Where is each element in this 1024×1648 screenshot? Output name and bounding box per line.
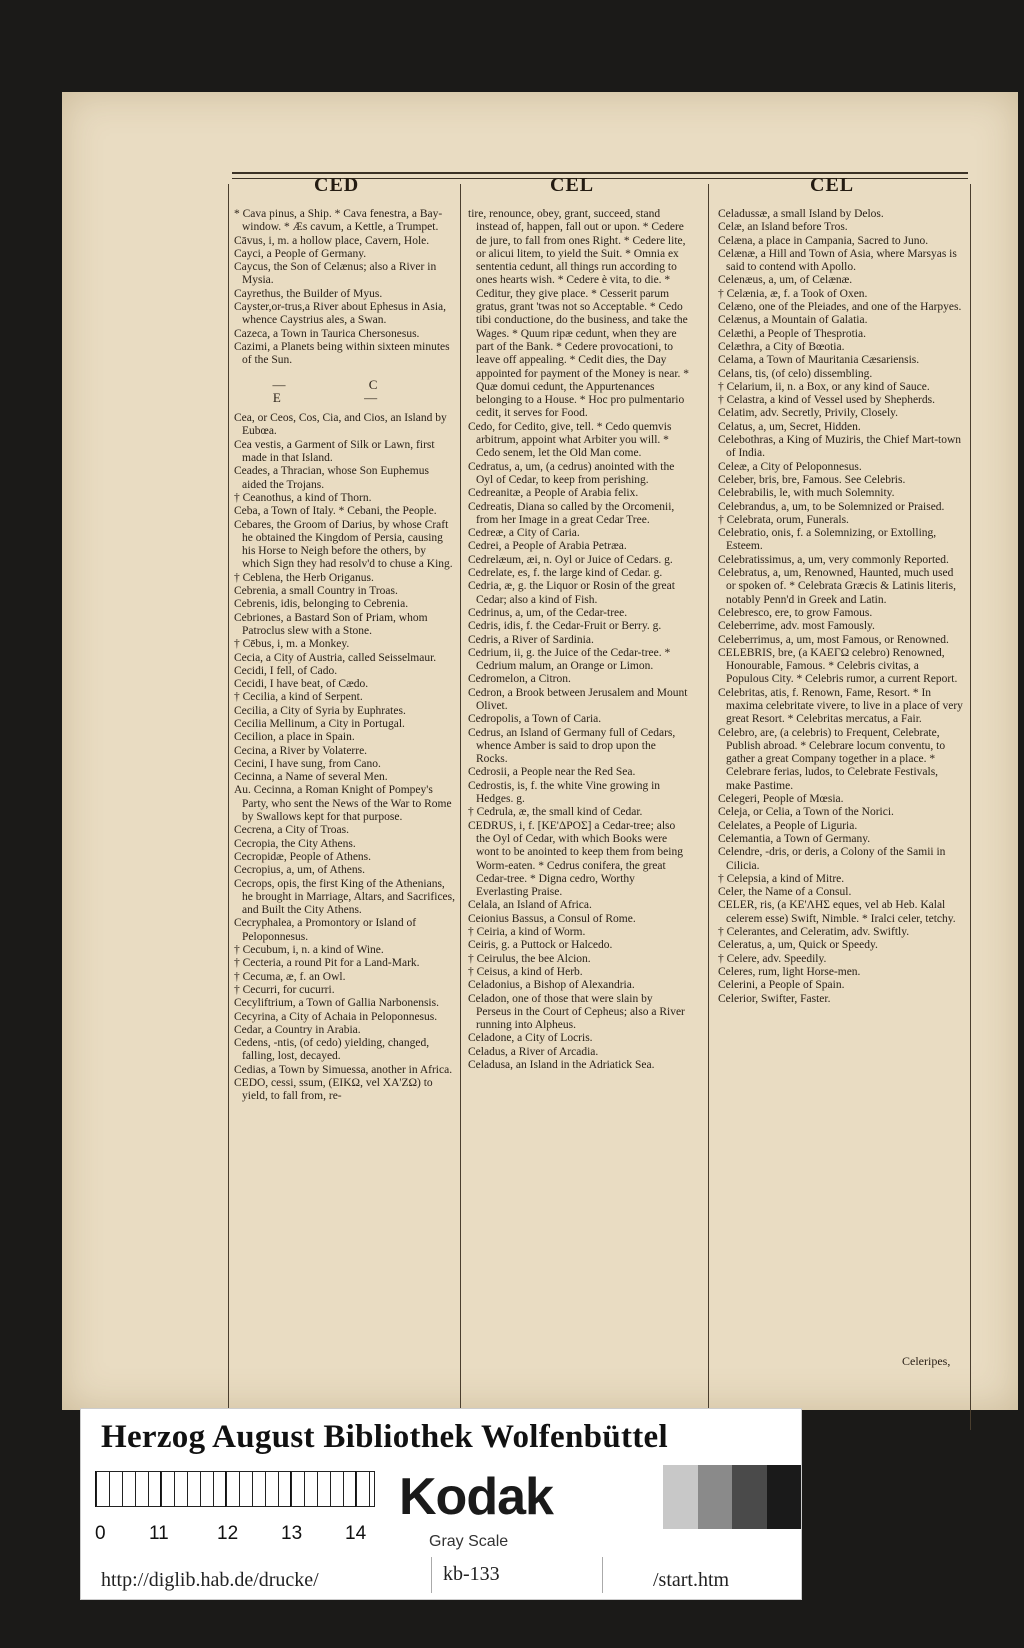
dictionary-entry: Celadusa, an Island in the Adriatick Sea. xyxy=(468,1059,655,1071)
header-col2: CEL xyxy=(550,174,595,196)
url-prefix: http://diglib.hab.de/drucke/ xyxy=(101,1569,319,1591)
dictionary-entry: Cecropius, a, um, of Athens. xyxy=(234,864,365,877)
dictionary-entry: Cedias, a Town by Simuessa, another in Africa. xyxy=(234,1063,453,1076)
ruler-major-tick xyxy=(95,1471,96,1507)
dictionary-entry: Cedrostis, is, f. the white Vine growing in Hedges. g. xyxy=(468,779,661,806)
scale-number: 12 xyxy=(217,1523,239,1544)
dictionary-entry: Celæthi, a People of Thesprotia. xyxy=(718,327,866,340)
dictionary-entry: Au. Cecinna, a Roman Knight of Pompey's Party, who sent the News of the War to Rome by Swallows kept for that purpose. xyxy=(234,784,452,824)
dictionary-entry: Cecilion, a place in Spain. xyxy=(234,731,355,744)
dictionary-entry: * Cava pinus, a Ship. * Cava fenestra, a Bay-window. * Æs cavum, a Kettle, a Trumpet. xyxy=(234,208,443,234)
dictionary-entry: † Celarium, ii, n. a Box, or any kind of Sauce. xyxy=(718,380,930,393)
gray-patches xyxy=(629,1465,801,1529)
dictionary-entry: tire, renounce, obey, grant, succeed, stand instead of, happen, fall out or upon. * Cedere de jure, to fall from ones Right. * Cedere lite, or alicui litem, to yield the Suit. * Omnia ex sententia cedunt, all things run according to ones hearts wish. * Cedere è vita, to die. * Ceditur, they give place. * Cesserit parum gratus, grant 'twas not so Acceptable. * Cedo tibi conductione, do the business, and take the Wages. * Quum ripæ cedunt, when they are part of the Bank. * Cedere provocationi, to leave off appealing. * Cedit dies, the Day appointed for payment of the Money is near. * Quæ domui cedunt, the Appurtenances belonging to a House. * Hoc pro pulmentario cedit, it serves for Food. xyxy=(468,208,690,420)
dictionary-entry: Ceades, a Thracian, whose Son Euphemus aided the Trojans. xyxy=(234,465,429,491)
dictionary-entry: Celæno, one of the Pleiades, and one of the Harpyes. xyxy=(718,301,962,314)
dictionary-column-1 xyxy=(234,208,456,1348)
dictionary-entry: Cecryphalea, a Promontory or Island of Peloponnesus. xyxy=(234,917,417,943)
dictionary-entry: Cayci, a People of Germany. xyxy=(234,247,367,260)
book-page xyxy=(62,92,1018,1410)
column-headers xyxy=(232,174,968,204)
dictionary-entry: † Celastra, a kind of Vessel used by Shepherds. xyxy=(718,394,935,407)
ruler-major-tick xyxy=(290,1471,291,1507)
ruler-major-tick xyxy=(225,1471,226,1507)
dictionary-entry: Cedropolis, a Town of Caria. xyxy=(468,713,602,726)
dictionary-entry: Celebrabilis, le, with much Solemnity. xyxy=(718,487,895,500)
dictionary-entry: Celæna, a place in Campania, Sacred to Juno. xyxy=(718,234,929,247)
dictionary-entry: Celebratissimus, a, um, very commonly Reported. xyxy=(718,553,949,566)
dictionary-entry: Celadus, a River of Arcadia. xyxy=(468,1045,599,1058)
gray-patch xyxy=(698,1465,732,1529)
header-col1: CED xyxy=(314,174,360,196)
dictionary-entry: Cedrus, an Island of Germany full of Cedars, whence Amber is said to drop upon the Rocks. xyxy=(468,726,676,766)
dictionary-entry: Cedrium, ii, g. the Juice of the Cedar-tree. * Cedrium malum, an Orange or Limon. xyxy=(468,646,671,673)
dictionary-entry: Cecyrina, a City of Achaia in Peloponnesus. xyxy=(234,1010,438,1023)
gray-patch xyxy=(767,1465,801,1529)
dictionary-entry: Cecropia, the City Athens. xyxy=(234,837,356,850)
dictionary-entry: Celeratus, a, um, Quick or Speedy. xyxy=(718,939,878,952)
dictionary-entry: † Cecurri, for cucurri. xyxy=(234,983,335,996)
dictionary-entry: Cecina, a River by Volaterre. xyxy=(234,744,368,757)
scale-number: 13 xyxy=(281,1523,303,1544)
dictionary-entry: † Celere, adv. Speedily. xyxy=(718,952,827,965)
dictionary-entry: † Cecilia, a kind of Serpent. xyxy=(234,691,363,704)
dictionary-entry: † Ceiria, a kind of Worm. xyxy=(468,926,586,939)
dictionary-entry: Cāvus, i, m. a hollow place, Cavern, Hole. xyxy=(234,234,430,247)
dictionary-entry: Cecinna, a Name of several Men. xyxy=(234,771,388,784)
dictionary-entry: Celebratio, onis, f. a Solemnizing, or Extolling, Esteem. xyxy=(718,527,937,553)
dictionary-entry: Cedreæ, a City of Caria. xyxy=(468,527,580,540)
dictionary-entry: Celæthra, a City of Bœotia. xyxy=(718,340,845,353)
dictionary-entry: Celeber, bris, bre, Famous. See Celebris. xyxy=(718,473,906,486)
dictionary-entry: Cayster,or-trus,a River about Ephesus in Asia, whence Caystrius ales, a Swan. xyxy=(234,301,447,327)
dictionary-entry: † Cēbus, i, m. a Monkey. xyxy=(234,638,350,651)
dictionary-column-3 xyxy=(718,208,964,1348)
dictionary-entry: Celenæus, a, um, of Celænæ. xyxy=(718,274,853,287)
dictionary-entry: † Ceirulus, the bee Alcion. xyxy=(468,952,591,965)
dictionary-entry: Cedria, æ, g. the Liquor or Rosin of the great Cedar; also a kind of Fish. xyxy=(468,580,675,606)
column-divider xyxy=(460,184,461,1430)
dictionary-entry: Celebratus, a, um, Renowned, Haunted, much used or spoken of. * Celebrata Græcis & Latinis literis, notably Penn'd in Greek and Latin. xyxy=(718,567,956,606)
dictionary-entry: † Cecuma, æ, f. an Owl. xyxy=(234,970,346,983)
dictionary-entry: Cedreatis, Diana so called by the Orcomenii, from her Image in a great Cedar Tree. xyxy=(468,500,675,526)
dictionary-entry: Cea vestis, a Garment of Silk or Lawn, first made in that Island. xyxy=(234,438,435,465)
dictionary-entry: Celerior, Swifter, Faster. xyxy=(718,992,831,1005)
kodak-logo: Kodak xyxy=(399,1468,553,1526)
dictionary-entry: Cedens, -ntis, (of cedo) yielding, changed, falling, lost, decayed. xyxy=(234,1037,430,1063)
dictionary-entry: † Celænia, æ, f. a Took of Oxen. xyxy=(718,287,868,300)
dictionary-entry: Ceba, a Town of Italy. * Cebani, the People. xyxy=(234,505,437,518)
dictionary-entry: Celala, an Island of Africa. xyxy=(468,899,592,912)
dictionary-entry: Celebritas, atis, f. Renown, Fame, Resort. * In maxima celebritate vivere, to live in a place of very great Resort. * Celebritas mercatus, a Fair. xyxy=(718,686,963,726)
dictionary-entry: Celemantia, a Town of Germany. xyxy=(718,832,871,845)
dictionary-entry: Cedrelæum, æi, n. Oyl or Juice of Cedars. g. xyxy=(468,553,673,566)
dictionary-entry: Cedar, a Country in Arabia. xyxy=(234,1023,361,1036)
dictionary-entry: Celadussæ, a small Island by Delos. xyxy=(718,208,884,220)
dictionary-entry: Celelates, a People of Liguria. xyxy=(718,819,858,832)
scale-number: 0 xyxy=(95,1523,106,1544)
dictionary-entry: Cecini, I have sung, from Cano. xyxy=(234,757,381,770)
column-divider xyxy=(708,184,709,1430)
dictionary-entry: Cedratus, a, um, (a cedrus) anointed with the Oyl of Cedar, to keep from perishing. xyxy=(468,460,675,486)
dictionary-entry: † Celepsia, a kind of Mitre. xyxy=(718,872,845,885)
dictionary-entry: Cedris, a River of Sardinia. xyxy=(468,633,594,646)
dictionary-entry: Celæ, an Island before Tros. xyxy=(718,221,848,234)
dictionary-entry: Celans, tis, (of celo) dissembling. xyxy=(718,367,873,380)
dictionary-entry: Celeres, rum, light Horse-men. xyxy=(718,965,861,978)
dictionary-entry: Celebrandus, a, um, to be Solemnized or Praised. xyxy=(718,500,945,513)
scale-numbers xyxy=(95,1523,395,1547)
dictionary-entry: Cecidi, I have beat, of Cædo. xyxy=(234,678,369,691)
dictionary-entry: Celebro, are, (a celebris) to Frequent, Celebrate, Publish abroad. * Celebrare locum conventu, to gather a great Company together in a place. * Celebrare ferias, ludos, to Celebrate Festivals, make Pastime. xyxy=(718,726,946,792)
dictionary-entry: CELER, ris, (a KE'ΛΗΣ eques, vel ab Heb. Kalal celerem esse) Swift, Nimble. * Iralci celer, tetchy. xyxy=(718,899,956,925)
dictionary-entry: Cecidi, I fell, of Cado. xyxy=(234,664,338,677)
scale-number: 11 xyxy=(149,1523,169,1544)
library-name: Herzog August Bibliothek Wolfenbüttel xyxy=(101,1419,668,1455)
dictionary-entry: Celænæ, a Hill and Town of Asia, where Marsyas is said to contend with Apollo. xyxy=(718,247,957,274)
column-divider xyxy=(228,184,229,1430)
dictionary-entry: Cebares, the Groom of Darius, by whose Craft he obtained the Kingdom of Persia, causing his Horse to Neigh before the others, by which Sign they had resolv'd to chuse a King. xyxy=(234,518,453,571)
dictionary-entry: Celer, the Name of a Consul. xyxy=(718,886,852,899)
dictionary-entry: Celeja, or Celia, a Town of the Norici. xyxy=(718,806,894,819)
dictionary-entry: † Celebrata, orum, Funerals. xyxy=(718,513,849,526)
dictionary-entry: Ceiris, g. a Puttock or Halcedo. xyxy=(468,939,613,952)
dictionary-entry: Celeæ, a City of Peloponnesus. xyxy=(718,460,862,473)
dictionary-entry: Celama, a Town of Mauritania Cæsariensis. xyxy=(718,354,920,367)
dictionary-entry: Celatim, adv. Secretly, Privily, Closely. xyxy=(718,407,899,420)
scale-number: 14 xyxy=(345,1523,367,1544)
dictionary-entry: Cedrei, a People of Arabia Petræa. xyxy=(468,540,627,553)
dictionary-entry: — C E — xyxy=(272,376,418,405)
ruler-ticks xyxy=(95,1471,375,1507)
dictionary-entry: Celatus, a, um, Secret, Hidden. xyxy=(718,420,861,433)
dictionary-entry: Celerini, a People of Spain. xyxy=(718,979,845,992)
dictionary-entry: CELEBRIS, bre, (a KAEΓΩ celebro) Renowned, Honourable, Famous. * Celebris civitas, a Populous City. * Celebris rumor, a current Report. xyxy=(718,646,958,686)
dictionary-entry: Cecilia, a City of Syria by Euphrates. xyxy=(234,704,406,717)
dictionary-entry: Cedromelon, a Citron. xyxy=(468,673,571,686)
dictionary-entry: Celadonius, a Bishop of Alexandria. xyxy=(468,979,635,992)
dictionary-entry: Cayrethus, the Builder of Myus. xyxy=(234,287,383,300)
url-suffix: /start.htm xyxy=(653,1569,730,1591)
dictionary-entry: Cedo, for Cedito, give, tell. * Cedo quemvis arbitrum, appoint what Arbiter you will. * Cedo senem, let the Old Man come. xyxy=(468,420,672,460)
dictionary-entry: Cazeca, a Town in Taurica Chersonesus. xyxy=(234,327,420,340)
dictionary-entry: Cecia, a City of Austria, called Seisselmaur. xyxy=(234,651,437,664)
dictionary-entry: Cebrenis, idis, belonging to Cebrenia. xyxy=(234,598,409,611)
dictionary-entry: † Cecteria, a round Pit for a Land-Mark. xyxy=(234,957,420,970)
gray-patch xyxy=(663,1465,697,1529)
dictionary-entry: Cedreanitæ, a People of Arabia felix. xyxy=(468,487,639,500)
dictionary-entry: Cedrelate, es, f. the large kind of Cedar. g. xyxy=(468,567,663,580)
dictionary-entry: Cazimi, a Planets being within sixteen minutes of the Sun. xyxy=(234,340,450,367)
dictionary-entry: Celadone, a City of Locris. xyxy=(468,1032,593,1045)
ruler-major-tick xyxy=(160,1471,161,1507)
dictionary-entry: Celendre, -dris, or deris, a Colony of the Samii in Cilicia. xyxy=(718,846,946,872)
dictionary-entry: Cecrena, a City of Troas. xyxy=(234,824,349,837)
catchword: Celeripes, xyxy=(902,1354,951,1368)
dictionary-entry: Cedrosii, a People near the Red Sea. xyxy=(468,766,636,779)
scale-ruler xyxy=(95,1471,375,1515)
gray-scale-label: Gray Scale xyxy=(429,1533,509,1550)
dictionary-entry: Celeberrime, adv. most Famously. xyxy=(718,620,875,633)
header-col3: CEL xyxy=(810,174,855,196)
dictionary-entry: Cedron, a Brook between Jerusalem and Mount Olivet. xyxy=(468,686,688,712)
dictionary-entry: Cecrops, opis, the first King of the Athenians, he brought in Marriage, Altars, and Sacrifices, and Built the City Athens. xyxy=(234,877,456,917)
dictionary-entry: Cecropidæ, People of Athens. xyxy=(234,850,372,863)
dictionary-entry: Celadon, one of those that were slain by Perseus in the Court of Cepheus; also a River running into Alpheus. xyxy=(468,992,685,1032)
dictionary-entry: † Ceblena, the Herb Origanus. xyxy=(234,571,374,584)
dictionary-entry: † Celerantes, and Celeratim, adv. Swiftly. xyxy=(718,926,910,939)
dictionary-entry: Celebresco, ere, to grow Famous. xyxy=(718,606,873,619)
dictionary-entry: Cedris, idis, f. the Cedar-Fruit or Berry. g. xyxy=(468,620,662,633)
dictionary-entry: Caycus, the Son of Celænus; also a River in Mysia. xyxy=(234,261,437,287)
dictionary-entry: Cea, or Ceos, Cos, Cia, and Cios, an Island by Eubœa. xyxy=(234,412,447,438)
ruler-major-tick xyxy=(355,1471,356,1507)
dictionary-entry: CEDRUS, i, f. [KE'ΔPOΣ] a Cedar-tree; also the Oyl of Cedar, with which Books were wont to be anointed to keep them from being Worm-eaten. * Cedrus conifera, the great Cedar-tree. * Digna cedro, Worthy Everlasting Praise. xyxy=(468,819,683,899)
gray-patch xyxy=(732,1465,766,1529)
dictionary-entry: Ceionius Bassus, a Consul of Rome. xyxy=(468,912,636,925)
dictionary-entry: † Cecubum, i, n. a kind of Wine. xyxy=(234,944,384,957)
column-divider xyxy=(970,184,971,1430)
shelf-code: kb-133 xyxy=(443,1563,500,1585)
dictionary-entry: Cedrinus, a, um, of the Cedar-tree. xyxy=(468,606,628,619)
dictionary-entry: † Cedrula, æ, the small kind of Cedar. xyxy=(468,806,643,819)
dictionary-entry: Cebrenia, a small Country in Troas. xyxy=(234,585,398,598)
dictionary-entry: † Ceisus, a kind of Herb. xyxy=(468,965,583,978)
dictionary-entry: Cecyliftrium, a Town of Gallia Narbonensis. xyxy=(234,997,439,1010)
dictionary-entry: Cebriones, a Bastard Son of Priam, whom Patroclus slew with a Stone. xyxy=(234,611,428,637)
dictionary-entry: † Ceanothus, a kind of Thorn. xyxy=(234,491,372,504)
dictionary-entry: Celeberrimus, a, um, most Famous, or Renowned. xyxy=(718,633,949,646)
dictionary-entry: CEDO, cessi, ssum, (EIKΩ, vel XA'ZΩ) to yield, to fall from, re- xyxy=(234,1077,433,1103)
dictionary-entry: Celænus, a Mountain of Galatia. xyxy=(718,314,868,327)
dictionary-entry: Celebothras, a King of Muziris, the Chief Mart-town of India. xyxy=(718,434,962,460)
scan-color-bar xyxy=(80,1408,802,1600)
dictionary-entry: Cecilia Mellinum, a City in Portugal. xyxy=(234,717,405,730)
dictionary-column-2 xyxy=(468,208,690,1348)
dictionary-entry: Celegeri, People of Mœsia. xyxy=(718,793,844,806)
gray-patch xyxy=(629,1465,663,1529)
